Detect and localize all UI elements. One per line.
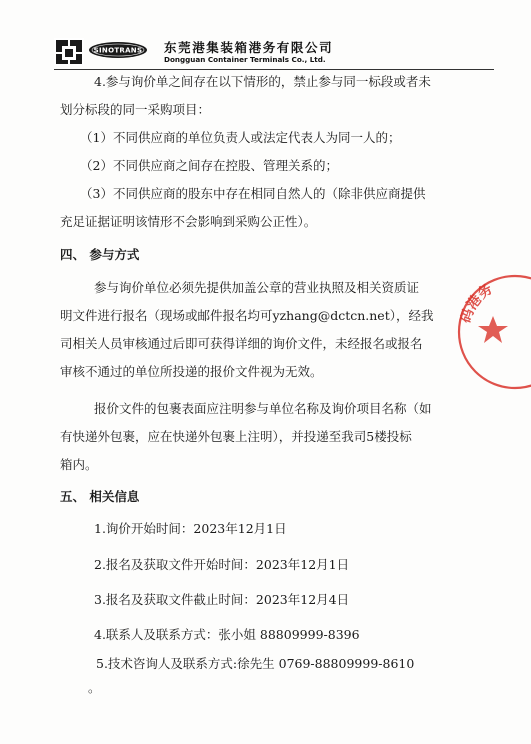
header-divider [54, 69, 494, 70]
info-contact: 4.联系人及联系方式：张小姐 88809999-8396 [94, 627, 360, 642]
section-4-p2-line-1: 报价文件的包裹表面应注明参与单位名称及询价项目名称（如 [94, 401, 432, 416]
clause-4-item-2: （2）不同供应商之间存在控股、管理关系的； [80, 158, 338, 173]
info-registration-deadline: 3.报名及获取文件截止时间：2023年12月4日 [94, 592, 350, 607]
clause-4-line-2: 划分标段的同一采购项目： [60, 102, 211, 117]
section-5-heading: 五、 相关信息 [60, 489, 140, 504]
trailing-mark: 。 [88, 680, 101, 695]
section-4-p2-line-2: 有快递外包裹，应在快递外包裹上注明），并投递至我司5楼投标 [60, 429, 412, 444]
info-start-time: 1.询价开始时间：2023年12月1日 [94, 521, 287, 536]
company-name-en: Dongguan Container Terminals Co., Ltd. [164, 55, 326, 64]
section-4-heading: 四、 参与方式 [60, 247, 140, 262]
section-4-p1-line-3: 司相关人员审核通过后即可获得详细的询价文件，未经报名或报名 [60, 336, 423, 351]
clause-4-item-3-line-1: （3）不同供应商的股东中存在相同自然人的（除非供应商提供 [80, 186, 426, 201]
section-4-p1-line-2: 明文件进行报名（现场或邮件报名均可yzhang@dctcn.net），经我 [60, 308, 434, 323]
company-seal-stamp [455, 272, 531, 392]
section-4-p2-line-3: 箱内。 [60, 457, 98, 472]
clause-4-item-1: （1）不同供应商的单位负责人或法定代表人为同一人的； [80, 130, 401, 145]
company-logo-icon [54, 38, 84, 66]
letterhead [54, 36, 494, 70]
clause-4-item-3-line-2: 充足证据证明该情形不会影响到采购公正性）。 [60, 214, 317, 229]
company-name-cn: 东莞港集装箱港务有限公司 [164, 40, 334, 55]
section-4-p1-line-4: 审核不通过的单位所投递的报价文件视为无效。 [60, 364, 323, 379]
info-tech-contact: 5.技术咨询人及联系方式:徐先生 0769-88809999-8610 [96, 656, 415, 671]
sinotrans-badge [88, 41, 148, 59]
svg-text:码港务 [458, 280, 496, 325]
seal-star-icon [478, 316, 508, 343]
section-4-p1-line-1: 参与询价单位必须先提供加盖公章的营业执照及相关资质证 [94, 280, 420, 295]
brand-badge-text: SINOTRANS [93, 46, 143, 55]
seal-text: 码港务 [457, 281, 496, 326]
clause-4-line-1: 4.参与询价单之间存在以下情形的，禁止参与同一标段或者未 [94, 74, 431, 89]
info-registration-start: 2.报名及获取文件开始时间：2023年12月1日 [94, 557, 350, 572]
